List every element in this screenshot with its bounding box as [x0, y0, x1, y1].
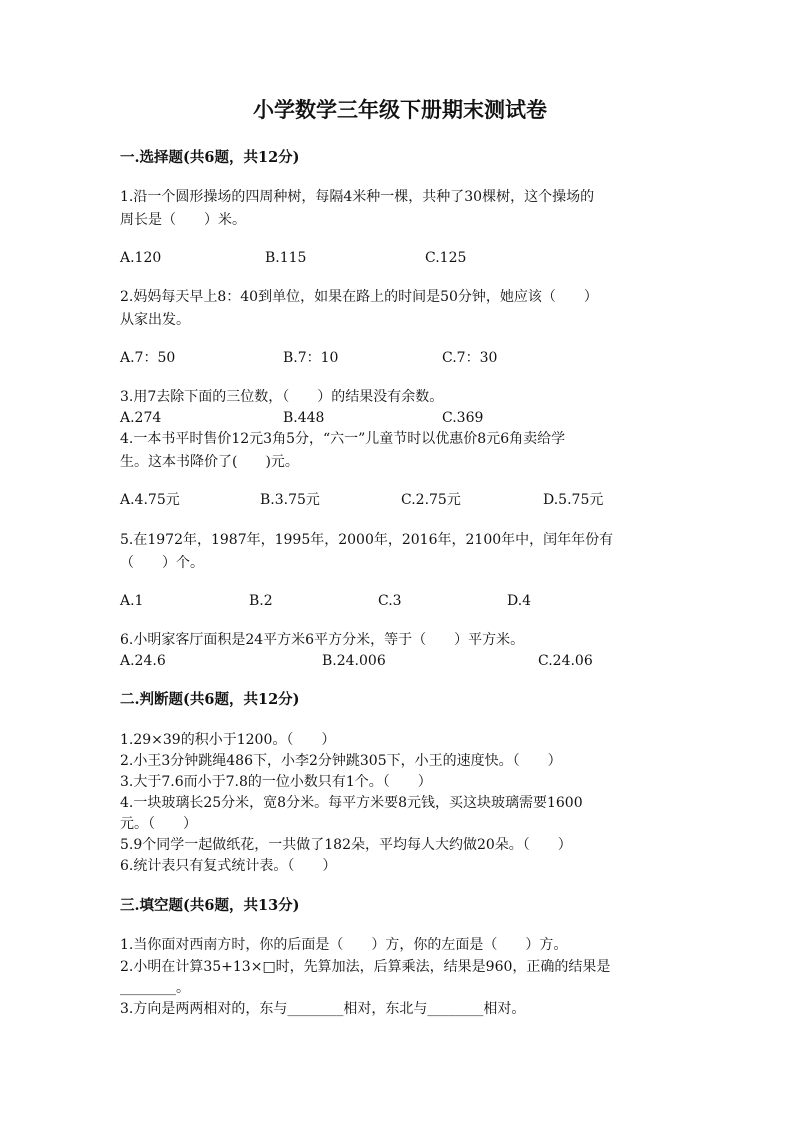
section-heading-true-false: 二.判断题(共6题，共12分): [120, 691, 300, 708]
question-text: 3.用7去除下面的三位数，（ ）的结果没有余数。: [120, 389, 444, 405]
question-text: 4.一块玻璃长25分米，宽8分米。每平方米要8元钱，买这块玻璃需要1600: [120, 795, 583, 811]
question-text: 4.一本书平时售价12元3角5分，“六一”儿童节时以优惠价8元6角卖给学: [120, 431, 566, 447]
option-a: A.4.75元: [120, 492, 180, 508]
question-text: 生。这本书降价了( )元。: [120, 454, 299, 470]
option-c: C.24.06: [538, 653, 593, 669]
question-text: 5.9个同学一起做纸花，一共做了182朵，平均每人大约做20朵。（ ）: [120, 837, 572, 853]
question-text: （ ）个。: [120, 555, 204, 571]
option-a: A.120: [120, 250, 162, 266]
question-text: 1.沿一个圆形操场的四周种树，每隔4米种一棵，共种了30棵树，这个操场的: [120, 189, 595, 205]
option-c: C.7：30: [442, 350, 498, 366]
option-b: B.7：10: [283, 350, 339, 366]
option-c: C.2.75元: [401, 492, 461, 508]
question-text: 2.小明在计算35+13×□时，先算加法，后算乘法，结果是960，正确的结果是: [120, 959, 611, 975]
option-a: A.274: [120, 410, 162, 426]
question-text: 3.方向是两两相对的，东与________相对，东北与________相对。: [120, 1001, 526, 1017]
option-c: C.369: [442, 410, 484, 426]
option-a: A.24.6: [120, 653, 166, 669]
question-text: 元。（ ）: [120, 816, 197, 832]
question-text: 6.统计表只有复式统计表。（ ）: [120, 858, 337, 874]
option-b: B.24.006: [322, 653, 386, 669]
option-a: A.7：50: [120, 350, 176, 366]
question-text: 2.妈妈每天早上8：40到单位，如果在路上的时间是50分钟，她应该（ ）: [120, 289, 598, 305]
option-b: B.3.75元: [260, 492, 320, 508]
question-text: 周长是（ ）米。: [120, 212, 246, 228]
question-text: 5.在1972年，1987年，1995年，2000年，2016年，2100年中，闰年年份有: [120, 532, 614, 548]
option-d: D.4: [507, 593, 532, 609]
question-text: 1.当你面对西南方时，你的后面是（ ）方，你的左面是（ ）方。: [120, 937, 568, 953]
question-text: 1.29×39的积小于1200。（ ）: [120, 732, 336, 748]
question-text: ________。: [120, 980, 190, 996]
question-text: 3.大于7.6而小于7.8的一位小数只有1个。（ ）: [120, 774, 432, 790]
option-a: A.1: [120, 593, 144, 609]
section-heading-fill-blank: 三.填空题(共6题，共13分): [120, 897, 300, 914]
question-text: 6.小明家客厅面积是24平方米6平方分米，等于（ ）平方米。: [120, 632, 525, 648]
option-d: D.5.75元: [543, 492, 604, 508]
question-text: 2.小王3分钟跳绳486下，小李2分钟跳305下，小王的速度快。（ ）: [120, 753, 562, 769]
option-c: C.3: [378, 593, 402, 609]
option-c: C.125: [425, 250, 467, 266]
option-b: B.115: [265, 250, 307, 266]
option-b: B.2: [249, 593, 273, 609]
question-text: 从家出发。: [120, 312, 190, 328]
option-b: B.448: [283, 410, 325, 426]
section-heading-choice: 一.选择题(共6题，共12分): [120, 149, 300, 166]
page-title: 小学数学三年级下册期末测试卷: [253, 97, 547, 122]
